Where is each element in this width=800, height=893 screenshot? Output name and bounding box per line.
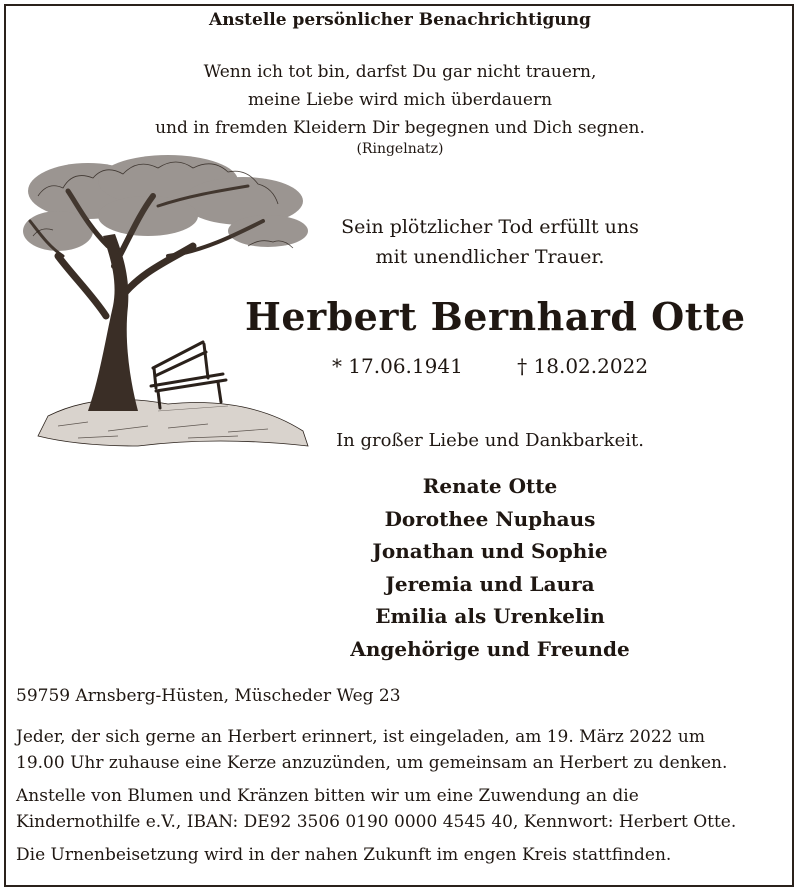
life-dates [245, 354, 735, 378]
burial-paragraph [16, 842, 786, 868]
notice-heading: Anstelle persönlicher Benachrichtigung [209, 10, 591, 30]
mourner-name: Renate Otte [422, 474, 558, 498]
death-date: † 18.02.2022 [517, 354, 649, 378]
mourner-name: Dorothee Nuphaus [384, 506, 596, 531]
paragraph-line: Kindernothilfe e.V., IBAN: DE92 3506 0190 0000 4545 40, Kennwort: Herbert Otte. [16, 812, 737, 832]
poem-author: (Ringelnatz) [356, 141, 444, 157]
deceased-name: Herbert Bernhard Otte [245, 294, 746, 339]
poem-line: und in fremden Kleidern Dir begegnen und Dich segnen. [155, 118, 645, 138]
grief-line: mit unendlicher Trauer. [375, 246, 605, 268]
mourner-name: Jonathan und Sophie [372, 539, 608, 564]
grief-line: Sein plötzlicher Tod erfüllt uns [341, 216, 639, 238]
mourner-name: Jeremia und Laura [385, 571, 595, 596]
paragraph-line: Jeder, der sich gerne an Herbert erinnert, ist eingeladen, am 19. März 2022 um [16, 727, 705, 747]
thanks-line: In großer Liebe und Dankbarkeit. [336, 430, 644, 451]
poem [0, 58, 800, 142]
mourners-list [245, 470, 735, 666]
paragraph-line: 19.00 Uhr zuhause eine Kerze anzuzünden, um gemeinsam an Herbert zu denken. [16, 753, 728, 773]
poem-line: Wenn ich tot bin, darfst Du gar nicht trauern, [203, 62, 597, 82]
address: 59759 Arnsberg-Hüsten, Müscheder Weg 23 [16, 686, 401, 706]
mourner-name: Emilia als Urenkelin [375, 604, 605, 629]
candle-invitation-paragraph [16, 724, 786, 776]
poem-line: meine Liebe wird mich überdauern [247, 90, 553, 110]
donation-paragraph [16, 783, 786, 835]
birth-date: * 17.06.1941 [331, 354, 463, 378]
grief-statement [245, 212, 735, 272]
paragraph-line: Anstelle von Blumen und Kränzen bitten wir um eine Zuwendung an die [16, 786, 639, 806]
paragraph-line: Die Urnenbeisetzung wird in der nahen Zukunft im engen Kreis stattfinden. [16, 845, 672, 865]
mourner-name: Angehörige und Freunde [350, 636, 630, 661]
